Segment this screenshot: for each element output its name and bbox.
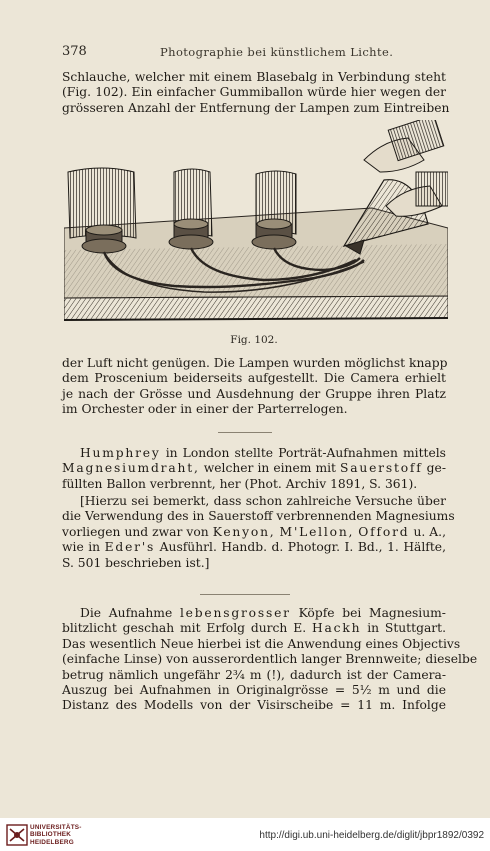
viewer-footer [0, 818, 490, 851]
text-run: Köpfe bei Magnesium- [298, 606, 446, 620]
paragraph-5 [62, 606, 478, 714]
text-line: betrug nämlich ungefähr 2¾ m (!), dadurch ist der Camera- [62, 667, 446, 682]
university-library-logo-icon [6, 823, 28, 847]
page-number: 378 [62, 44, 87, 59]
text-run: ge- [426, 461, 446, 476]
text-line: die Verwendung des in Sauerstoff verbrennenden Magnesiums [62, 509, 455, 524]
text-line: Auszug bei Aufnahmen in Originalgrösse = 5½ m und die [62, 683, 446, 698]
person-name: M'Lellon, [279, 524, 355, 539]
lamp-bellows-illustration [64, 120, 448, 328]
section-divider [200, 594, 290, 595]
text-line: Schlauche, welcher mit einem Blasebalg in Verbindung steht [62, 70, 446, 84]
text-line: je nach der Grösse und Ausdehnung der Gruppe ihren Platz [62, 386, 446, 401]
text-run: Die Aufnahme [80, 606, 173, 620]
text-line: (einfache Linse) von ausserordentlich langer Brennweite; dieselbe [62, 652, 478, 667]
person-name: Hackh [311, 621, 362, 636]
paragraph-1 [62, 70, 450, 116]
text-line [62, 621, 446, 636]
person-name: Offord [358, 524, 410, 539]
paragraph-2 [62, 356, 446, 418]
running-title: Photographie bei künstlichem Lichte. [160, 45, 394, 59]
library-name-line: BIBLIOTHEK [30, 831, 72, 839]
text-line [62, 606, 446, 621]
paragraph-4 [62, 494, 455, 571]
text-line: grösseren Anzahl der Entfernung der Lampen zum Eintreiben [62, 100, 450, 115]
library-name-line: UNIVERSITÄTS- [30, 824, 82, 831]
person-name: Eder's [104, 540, 156, 555]
emphasis-term: Sauerstoff [340, 461, 423, 476]
library-name-line: HEIDELBERG [30, 838, 74, 846]
text-line: Das wesentlich Neue hierbei ist die Anwendung eines Objectivs [62, 636, 461, 651]
text-line [62, 461, 446, 476]
figure-caption: Fig. 102. [230, 334, 278, 346]
section-divider [218, 432, 272, 433]
text-run: u. A., [413, 524, 446, 539]
text-run: Ausführl. Handb. d. Photogr. I. Bd., 1. Hälfte, [159, 540, 446, 555]
text-line: füllten Ballon verbrennt, her (Phot. Archiv 1891, S. 361). [62, 476, 418, 491]
text-run: welcher in einem mit [203, 461, 336, 476]
text-line: Distanz des Modells von der Visirscheibe = 11 m. Infolge [62, 698, 446, 713]
text-line: dem Proscenium beiderseits aufgestellt. Die Camera erhielt [62, 371, 446, 386]
text-line [62, 540, 446, 555]
person-name: Humphrey [80, 446, 161, 460]
source-url-link[interactable]: http://digi.ub.uni-heidelberg.de/diglit/jbpr1892/0392 [259, 830, 484, 841]
page-header [62, 44, 446, 62]
text-line: (Fig. 102). Ein einfacher Gummiballon würde hier wegen der [62, 85, 446, 100]
person-name: Kenyon, [212, 524, 276, 539]
paragraph-3 [62, 446, 446, 492]
text-run: wie in [62, 540, 101, 555]
emphasis-term: lebensgrosser [179, 606, 291, 620]
library-name [30, 824, 82, 846]
text-run: in London stellte Porträt-Aufnahmen mittels [165, 446, 446, 460]
emphasis-term: Magnesiumdraht, [62, 461, 200, 476]
text-line: der Luft nicht genügen. Die Lampen wurden möglichst knapp [62, 356, 448, 370]
text-run: vorliegen und zwar von [62, 524, 209, 539]
text-line: [Hierzu sei bemerkt, dass schon zahlreiche Versuche über [80, 494, 446, 508]
text-line [62, 446, 446, 461]
text-line: S. 501 beschrieben ist.] [62, 555, 210, 570]
text-line [62, 525, 446, 540]
text-run: blitzlicht geschah mit Erfolg durch E. [62, 621, 307, 636]
text-run: in Stuttgart. [367, 621, 447, 636]
text-line: im Orchester oder in einer der Parterrelogen. [62, 402, 348, 417]
